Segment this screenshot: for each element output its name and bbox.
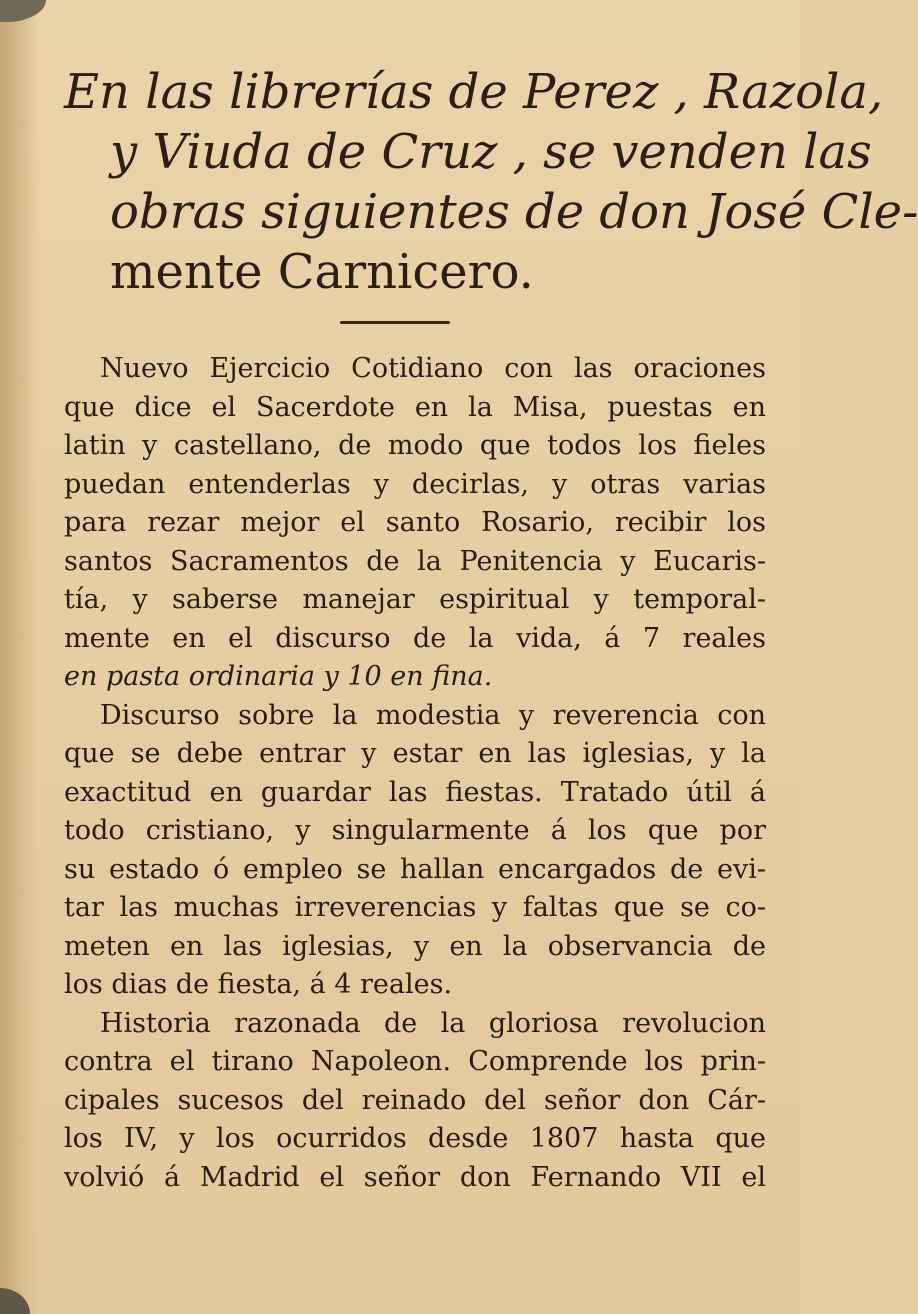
text-line: exactitud en guardar las fiestas. Tratado útil á <box>64 776 766 808</box>
text-line: tar las muchas irreverencias y faltas que se co- <box>64 892 766 923</box>
text-line: santos Sacramentos de la Penitencia y Eucaris- <box>64 545 766 577</box>
book-listing <box>64 350 766 1197</box>
text-line: puedan entenderlas y decirlas, y otras varias <box>64 468 766 500</box>
text-line: latin y castellano, de modo que todos los fieles <box>64 430 766 461</box>
text-line: los IV, y los ocurridos desde 1807 hasta que <box>64 1123 766 1154</box>
text-line: mente en el discurso de la vida, á 7 reales <box>64 622 766 654</box>
page-corner-top-left <box>0 0 46 22</box>
text-line: que se debe entrar y estar en las iglesias, y la <box>64 738 766 769</box>
page-header <box>64 62 918 302</box>
section-divider <box>340 321 450 324</box>
header-line: En las librerías de Perez , Razola, <box>64 64 884 120</box>
text-line: que dice el Sacerdote en la Misa, puestas en <box>64 391 766 423</box>
page-edge-shadow <box>0 0 38 1314</box>
text-line: los dias de fiesta, á 4 reales. <box>64 969 453 1000</box>
text-line: meten en las iglesias, y en la observancia de <box>64 930 766 962</box>
text-line: todo cristiano, y singularmente á los que por <box>64 815 766 846</box>
header-line: y Viuda de Cruz , se venden las <box>110 124 872 180</box>
text-line: Nuevo Ejercicio Cotidiano con las oraciones <box>100 353 766 384</box>
header-line: mente Carnicero. <box>110 244 534 300</box>
text-line: volvió á Madrid el señor don Fernando VII el <box>64 1161 766 1193</box>
text-line: en pasta ordinaria y 10 en fina. <box>64 661 493 692</box>
text-line: para rezar mejor el santo Rosario, recibir los <box>64 507 766 538</box>
text-line: tía, y saberse manejar espiritual y temporal- <box>64 584 766 615</box>
text-line: su estado ó empleo se hallan encargados de evi- <box>64 853 766 885</box>
text-line: contra el tirano Napoleon. Comprende los prin- <box>64 1046 766 1077</box>
header-line: obras siguientes de don José Cle- <box>110 184 918 240</box>
text-line: cipales sucesos del reinado del señor don Cár- <box>64 1084 766 1116</box>
text-line: Historia razonada de la gloriosa revolucion <box>100 1007 766 1039</box>
text-line: Discurso sobre la modestia y reverencia con <box>100 699 766 731</box>
